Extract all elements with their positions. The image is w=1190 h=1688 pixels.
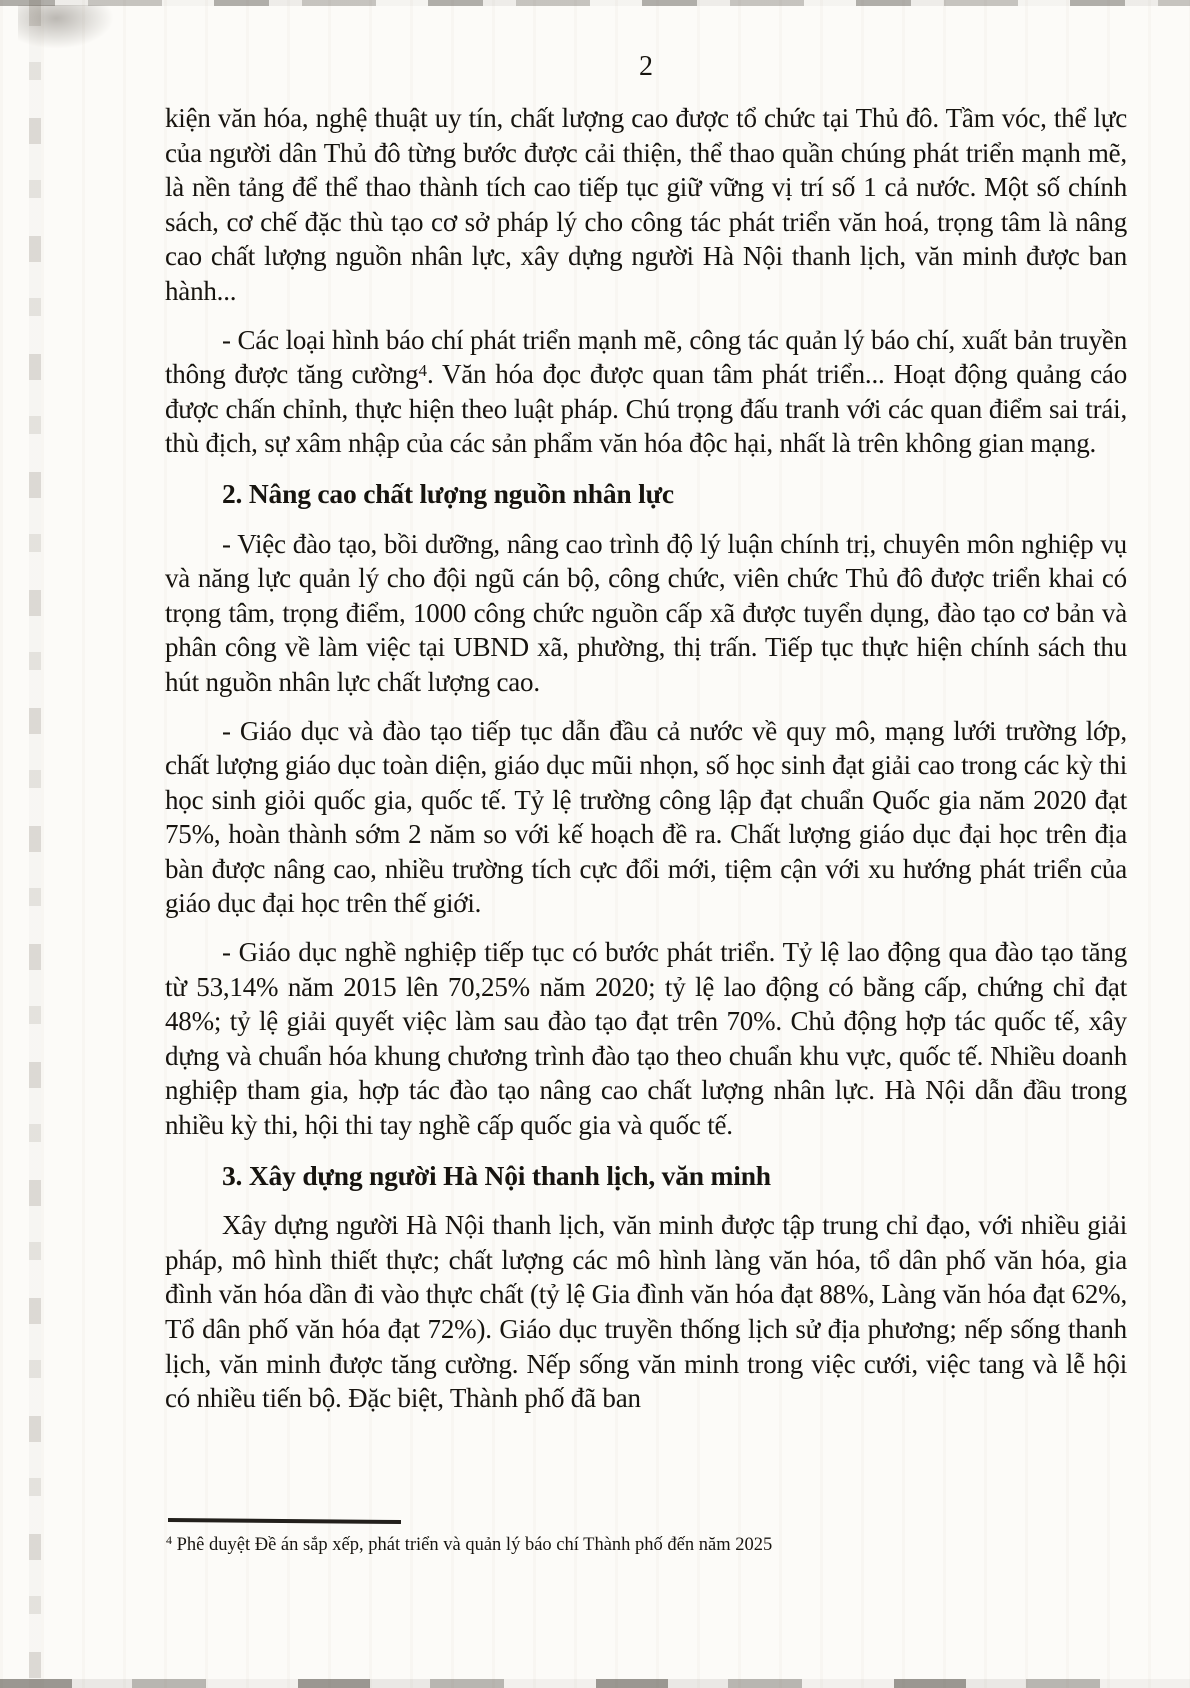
scan-artifact-top-edge [0, 0, 1190, 6]
footnote-reference-4: 4 [418, 361, 427, 381]
document-body [165, 101, 1127, 1430]
footnote-separator-line [168, 1518, 401, 1524]
scan-artifact-bottom-edge [0, 1679, 1190, 1688]
paragraph-press-media [165, 323, 1127, 461]
paragraph-vocational-training: - Giáo dục nghề nghiệp tiếp tục có bước phát triển. Tỷ lệ lao động qua đào tạo tăng từ 53,14% năm 2015 lên 70,25% năm 2020; tỷ lệ lao động có bằng cấp, chứng chỉ đạt 48%; tỷ lệ giải quyết việc làm sau đào tạo đạt trên 70%. Chủ động hợp tác quốc tế, xây dựng và chuẩn hóa khung chương trình đào tạo theo chuẩn khu vực, quốc tế. Nhiều doanh nghiệp tham gia, hợp tác đào tạo nâng cao chất lượng nhân lực. Hà Nội dẫn đầu trong nhiều kỳ thi, hội thi tay nghề cấp quốc gia và quốc tế. [165, 937, 1127, 1141]
paragraph-press-media-text-after-footnote-ref: . Văn hóa đọc được quan tâm phát triển... Hoạt động quảng cáo được chấn chỉnh, thực hiện theo luật pháp. Chú trọng đấu tranh với các quan điểm sai trái, thù địch, sự xâm nhập của các sản phẩm văn hóa độc hại, nhất là trên không gian mạng. [165, 359, 1128, 459]
page-number: 2 [639, 51, 653, 82]
section-heading-2-human-resources: 2. Nâng cao chất lượng nguồn nhân lực [222, 477, 674, 509]
footnote [166, 1533, 1096, 1557]
paragraph-cadre-training: - Việc đào tạo, bồi dưỡng, nâng cao trình độ lý luận chính trị, chuyên môn nghiệp vụ và năng lực quản lý cho đội ngũ cán bộ, công chức, viên chức Thủ đô được triển khai có trọng tâm, trọng điểm, 1000 công chức nguồn cấp xã được tuyển dụng, đào tạo cơ bản và phân công về làm việc tại UBND xã, phường, thị trấn. Tiếp tục thực hiện chính sách thu hút nguồn nhân lực chất lượng cao. [165, 528, 1127, 697]
footnote-marker-4: 4 [166, 1533, 172, 1547]
footnote-text: Phê duyệt Đề án sắp xếp, phát triển và quản lý báo chí Thành phố đến năm 2025 [176, 1535, 773, 1555]
paragraph-culture-sports: kiện văn hóa, nghệ thuật uy tín, chất lượng cao được tổ chức tại Thủ đô. Tầm vóc, thể lực của người dân Thủ đô từng bước được cải thiện, thể thao quần chúng phát triển mạnh mẽ, là nền tảng để thể thao thành tích cao tiếp tục giữ vững vị trí số 1 cả nước. Một số chính sách, cơ chế đặc thù tạo cơ sở pháp lý cho công tác phát triển văn hoá, trọng tâm là nâng cao chất lượng nguồn nhân lực, xây dựng người Hà Nội thanh lịch, văn minh được ban hành... [165, 103, 1127, 306]
section-heading-3-hanoi-people: 3. Xây dựng người Hà Nội thanh lịch, văn minh [222, 1159, 771, 1191]
paragraph-press-media-text-before-footnote-ref: - Các loại hình báo chí phát triển mạnh mẽ, công tác quản lý báo chí, xuất bản truyền thông được tăng cường [165, 324, 1127, 390]
paragraph-education: - Giáo dục và đào tạo tiếp tục dẫn đầu cả nước về quy mô, mạng lưới trường lớp, chất lượng giáo dục toàn diện, giáo dục mũi nhọn, số học sinh đạt giải cao trong các kỳ thi học sinh giỏi quốc gia, quốc tế. Tỷ lệ trường công lập đạt chuẩn Quốc gia năm 2020 đạt 75%, hoàn thành sớm 2 năm so với kế hoạch đề ra. Chất lượng giáo dục đại học trên địa bàn được nâng cao, nhiều trường tích cực đổi mới, tiệm cận với xu hướng phát triển của giáo dục đại học trên thế giới. [165, 715, 1127, 919]
scan-artifact-left-edge [29, 0, 41, 1688]
paragraph-civilized-lifestyle: Xây dựng người Hà Nội thanh lịch, văn minh được tập trung chỉ đạo, với nhiều giải pháp, mô hình thiết thực; chất lượng các mô hình làng văn hóa, tổ dân phố văn hóa, gia đình văn hóa dần đi vào thực chất (tỷ lệ Gia đình văn hóa đạt 88%, Làng văn hóa đạt 62%, Tổ dân phố văn hóa đạt 72%). Giáo dục truyền thống lịch sử địa phương; nếp sống thanh lịch, văn minh được tăng cường. Nếp sống văn minh trong việc cưới, việc tang và lễ hội có nhiều tiến bộ. Đặc biệt, Thành phố đã ban [165, 1210, 1127, 1414]
